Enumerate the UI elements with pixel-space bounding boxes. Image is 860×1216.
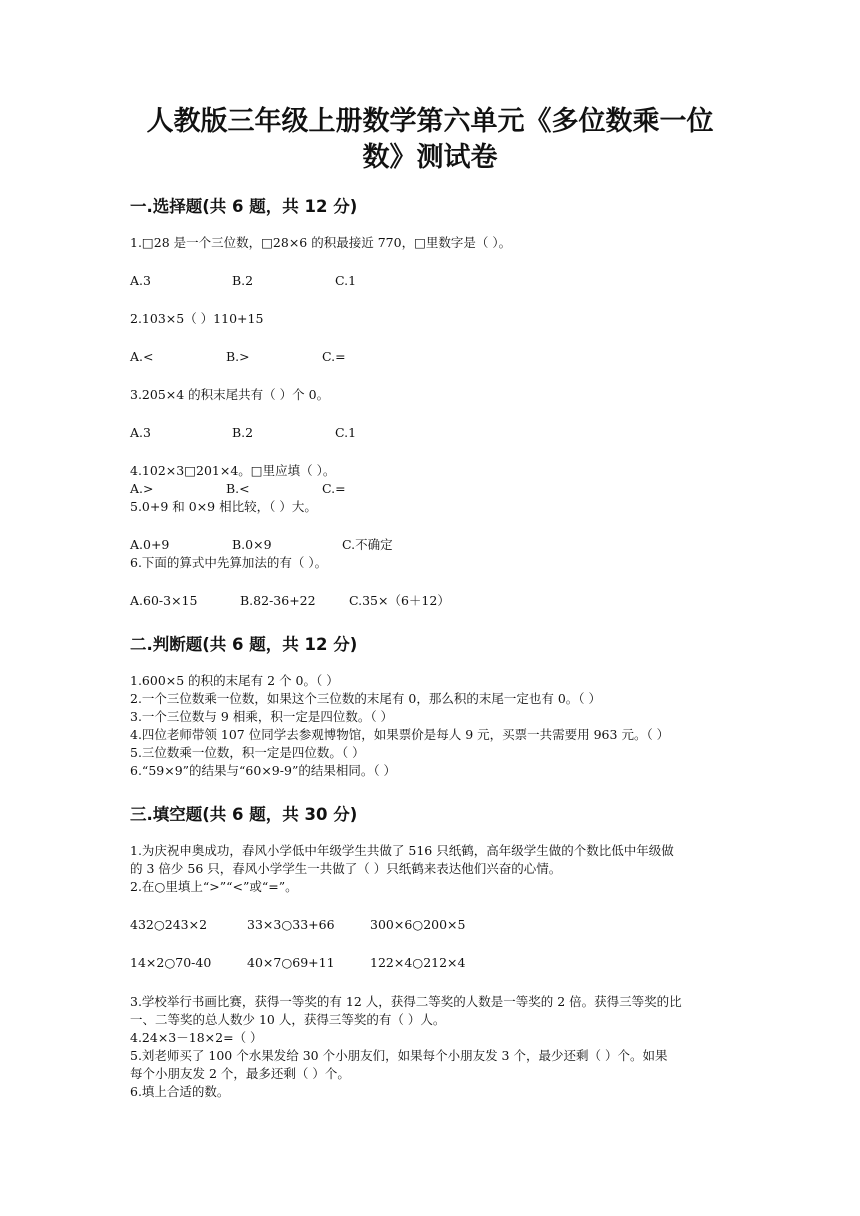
question-1-5: 5.0+9 和 0×9 相比较，（ ）大。 (130, 499, 317, 514)
option-1-6-a: A.60-3×15 (130, 593, 198, 608)
compare-1-1: 432○243×2 (130, 917, 208, 932)
option-1-6-b: B.82-36+22 (240, 593, 316, 608)
option-1-2-b: B.> (226, 349, 250, 364)
option-1-2-a: A.< (130, 349, 154, 364)
question-1-2: 2.103×5（ ）110+15 (130, 311, 264, 326)
option-1-4-c: C.= (322, 481, 346, 496)
compare-2-1: 14×2○70-40 (130, 955, 212, 970)
option-1-1-a: A.3 (130, 273, 151, 288)
option-1-4-b: B.< (226, 481, 250, 496)
fill-q5-line2: 每个小朋友发 2 个，最多还剩（ ）个。 (130, 1066, 350, 1081)
compare-2-2: 40×7○69+11 (247, 955, 335, 970)
option-1-3-b: B.2 (232, 425, 254, 440)
option-1-5-b: B.0×9 (232, 537, 272, 552)
fill-q1-line2: 的 3 倍少 56 只，春风小学学生一共做了（ ）只纸鹤来表达他们兴奋的心情。 (130, 861, 562, 876)
fill-q6: 6.填上合适的数。 (130, 1084, 230, 1099)
judge-item-1: 1.600×5 的积的末尾有 2 个 0。（ ） (130, 673, 339, 688)
page-title-line1: 人教版三年级上册数学第六单元《多位数乘一位 (146, 106, 714, 137)
compare-2-3: 122×4○212×4 (370, 955, 466, 970)
judge-item-3: 3.一个三位数与 9 相乘，积一定是四位数。（ ） (130, 709, 394, 724)
fill-q3-line1: 3.学校举行书画比赛，获得一等奖的有 12 人，获得二等奖的人数是一等奖的 2 倍。获得三等奖的比 (130, 994, 682, 1009)
option-1-6-c: C.35×（6＋12） (349, 593, 450, 608)
option-1-1-c: C.1 (335, 273, 357, 288)
fill-q3-line2: 一、二等奖的总人数少 10 人，获得三等奖的有（ ）人。 (130, 1012, 446, 1027)
question-1-4: 4.102×3□201×4。□里应填（ ）。 (130, 463, 336, 478)
judge-item-2: 2.一个三位数乘一位数，如果这个三位数的末尾有 0，那么积的末尾一定也有 0。（ ） (130, 691, 602, 706)
option-1-3-a: A.3 (130, 425, 151, 440)
option-1-3-c: C.1 (335, 425, 357, 440)
section-heading-fill: 三.填空题(共 6 题，共 30 分) (130, 805, 358, 824)
judge-item-6: 6.“59×9”的结果与“60×9-9”的结果相同。（ ） (130, 763, 397, 778)
section-heading-choice: 一.选择题(共 6 题，共 12 分) (130, 197, 358, 216)
compare-1-3: 300×6○200×5 (370, 917, 466, 932)
option-1-5-a: A.0+9 (130, 537, 170, 552)
option-1-4-a: A.> (130, 481, 154, 496)
question-1-3: 3.205×4 的积末尾共有（ ）个 0。 (130, 387, 330, 402)
fill-q1-line1: 1.为庆祝申奥成功，春风小学低中年级学生共做了 516 只纸鹤，高年级学生做的个数比低中年级做 (130, 843, 674, 858)
option-1-1-b: B.2 (232, 273, 254, 288)
fill-q2: 2.在○里填上“>”“<”或“=”。 (130, 879, 298, 894)
fill-q4: 4.24×3－18×2=（ ） (130, 1030, 263, 1045)
question-1-6: 6.下面的算式中先算加法的有（ ）。 (130, 555, 328, 570)
compare-1-2: 33×3○33+66 (247, 917, 335, 932)
fill-q5-line1: 5.刘老师买了 100 个水果发给 30 个小朋友们，如果每个小朋友发 3 个，最少还剩（ ）个。如果 (130, 1048, 668, 1063)
option-1-2-c: C.= (322, 349, 346, 364)
judge-item-5: 5.三位数乘一位数，积一定是四位数。（ ） (130, 745, 365, 760)
judge-item-4: 4.四位老师带领 107 位同学去参观博物馆，如果票价是每人 9 元，买票一共需要用 963 元。（ ） (130, 727, 670, 742)
page-title-line2: 数》测试卷 (362, 142, 498, 173)
section-heading-judge: 二.判断题(共 6 题，共 12 分) (130, 635, 358, 654)
question-1-1: 1.□28 是一个三位数，□28×6 的积最接近 770，□里数字是（ ）。 (130, 235, 512, 250)
option-1-5-c: C.不确定 (342, 537, 393, 552)
